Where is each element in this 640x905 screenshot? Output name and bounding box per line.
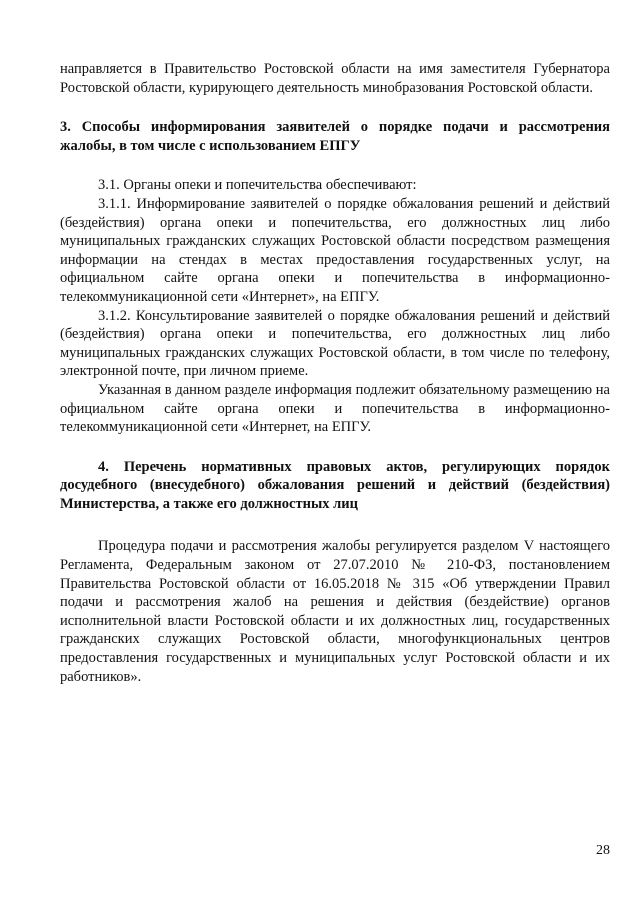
- paragraph-3-1: 3.1. Органы опеки и попечительства обеспечивают:: [98, 177, 417, 194]
- section-3-heading: 3. Способы информирования заявителей о порядке подачи и рассмотрения жалобы, в том числе с использованием ЕПГУ: [60, 119, 610, 154]
- continuation-paragraph: направляется в Правительство Ростовской области на имя заместителя Губернатора Ростовской области, курирующего деятельность минобразования Ростовской области.: [60, 61, 610, 96]
- paragraph-3-1-3: Указанная в данном разделе информация подлежит обязательному размещению на официальном сайте органа опеки и попечительства в информационно-телекоммуникационной сети «Интернет, на ЕПГУ.: [60, 381, 610, 436]
- section-4-heading: 4. Перечень нормативных правовых актов, регулирующих порядок досудебного (внесудебного) обжалования решений и действий (бездействия) Министерства, а также его должностных лиц: [60, 458, 610, 512]
- page-number: 28: [596, 843, 610, 858]
- paragraph-3-1-2: 3.1.2. Консультирование заявителей о порядке обжалования решений и действий (бездействия) органа опеки и попечительства, его должностных лиц либо муниципальных гражданских служащих Ростовской области, в том числе по телефону, электронной почте, при личном приеме.: [60, 307, 610, 380]
- paragraph-3-1-1: 3.1.1. Информирование заявителей о порядке обжалования решений и действий (бездействия) органа опеки и попечительства, его должностных лиц либо муниципальных гражданских служащих Ростовской области посредством размещения информации на стендах в местах предоставления государственных услуг, на официальном сайте органа опеки и попечительства в информационно-телекоммуникационной сети «Интернет», на ЕПГУ.: [60, 195, 610, 305]
- paragraph-4-1: Процедура подачи и рассмотрения жалобы регулируется разделом V настоящего Регламента, Федеральным законом от 27.07.2010 № 210-ФЗ, постановлением Правительства Ростовской области от 16.05.2018 № 315 «Об утверждении Правил подачи и рассмотрения жалоб на решения и действия (бездействие) органов исполнительной власти Ростовской области и их должностных лиц, государственных гражданских служащих Ростовской области, многофункциональных центров предоставления государственных и муниципальных услуг Ростовской области и их работников».: [60, 538, 610, 685]
- document-page: [60, 60, 610, 686]
